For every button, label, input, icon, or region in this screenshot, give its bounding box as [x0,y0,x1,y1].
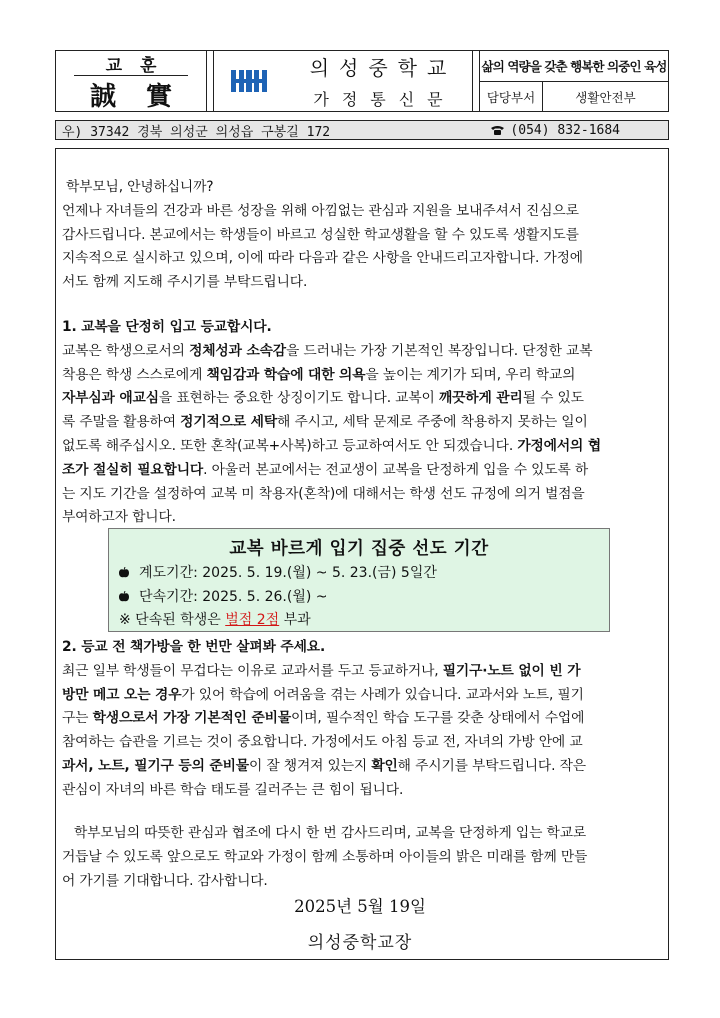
section-line: 자부심과 애교심을 표현하는 중요한 상징이기도 합니다. 교복이 깨끗하게 관리될 수 있도 [62,390,584,407]
section-line: 최근 일부 학생들이 무겁다는 이유로 교과서를 두고 등교하거나, 필기구·노트 없이 빈 가 [62,662,581,679]
principal-signature: 의성중학교장 [307,933,413,953]
section-line: 과서, 노트, 필기구 등의 준비물이 잘 챙겨져 있는지 확인해 주시기를 부탁드립니다. 작은 [62,757,586,774]
guidance-period: 계도기간: 2025. 5. 19.(월) ~ 5. 23.(금) 5일간 [119,562,437,582]
greeting: 학부모님, 안녕하십니까? [66,179,214,195]
header-divider [207,51,214,111]
slogan-block [480,51,668,111]
address-bar [55,120,669,140]
school-address: 우) 37342 경북 의성군 의성읍 구봉길 172 [62,124,331,140]
motto-block [56,51,207,111]
intro-line: 감사드립니다. 본교에서는 학생들이 바르고 성실한 학교생활을 할 수 있도록 생활지도를 [62,226,579,243]
section-line: 방만 메고 오는 경우가 있어 학습에 어려움을 겪는 사례가 있습니다. 교과서와 노트, 필기 [62,686,584,703]
penalty-points: 벌점 2점 [225,612,280,628]
newsletter-title: 가정통신문 [313,90,456,109]
penalty-note: ※ 단속된 학생은 벌점 2점 부과 [119,612,311,628]
section-line: 참여하는 습관을 기르는 것이 중요합니다. 가정에서도 아침 등교 전, 자녀의 가방 안에 교 [62,734,583,751]
school-slogan: 삶의 역량을 갖춘 행복한 의중인 육성 [480,51,668,82]
intro-paragraph [62,176,658,295]
closing-line: 학부모님의 따뜻한 관심과 협조에 다시 한 번 감사드리며, 교복을 단정하게 입는 학교로 [74,825,587,841]
intro-line: 서도 함께 지도해 주시기를 부탁드립니다. [62,274,308,291]
intro-line: 언제나 자녀들의 건강과 바른 성장을 위해 아낌없는 관심과 지원을 보내주셔서 진심으로 [62,202,579,219]
apple-bullet-icon [119,567,129,578]
enforcement-period: 단속기간: 2025. 5. 26.(월) ~ [119,586,328,606]
closing-line: 거듭날 수 있도록 앞으로도 학교와 가정이 함께 소통하며 아이들의 밝은 미래를 함께 만들 [62,848,588,865]
school-phone: (054) 832-1684 [510,122,620,138]
apple-bullet-icon [119,591,129,602]
section-line: 구는 학생으로서 가장 기본적인 준비물이며, 필수적인 학습 도구를 갖춘 상태에서 수업에 [62,710,585,727]
closing-paragraph [62,822,658,893]
section-heading: 1. 교복을 단정히 입고 등교합시다. [62,319,272,335]
section-heading: 2. 등교 전 책가방을 한 번만 살펴봐 주세요. [62,639,326,655]
school-logo-icon [214,68,284,94]
section-line: 관심이 자녀의 바른 학습 태도를 길러주는 큰 힘이 됩니다. [62,781,404,798]
section-line: 는 지도 기간을 설정하여 교복 미 착용자(혼착)에 대해서는 학생 선도 규정에 의거 벌점을 [62,485,585,502]
section-line: 없도록 해주십시오. 또한 혼착(교복+사복)하고 등교하여서도 안 되겠습니다. 가정에서의 협 [62,437,602,454]
header-divider [473,51,480,111]
section-line: 록 주말을 활용하여 정기적으로 세탁해 주시고, 세탁 문제로 주중에 착용하지 못하는 일이 [62,414,588,431]
section-uniform [62,316,658,530]
department-label: 담당부서 [480,82,543,111]
section-line: 착용은 학생 스스로에게 책임감과 학습에 대한 의욕을 높이는 계기가 되며, 우리 학교의 [62,366,576,383]
motto-value: 誠實 [89,82,202,112]
letterhead [55,50,669,112]
closing-line: 어 가기를 기대합니다. 감사합니다. [62,872,268,889]
section-backpack [62,636,658,803]
letter-date: 2025년 5월 19일 [294,897,426,916]
section-line: 부여하고자 합니다. [62,509,176,526]
intro-line: 지속적으로 실시하고 있으며, 이에 따라 다음과 같은 사항을 안내드리고자합니다. 가정에 [62,250,583,267]
school-block [214,51,473,111]
section-line: 조가 절실히 필요합니다. 아울러 본교에서는 전교생이 교복을 단정하게 입을 수 있도록 하 [62,461,589,478]
box-title: 교복 바르게 입기 집중 선도 기간 [229,539,489,559]
school-name: 의성중학교 [309,56,457,80]
uniform-enforcement-box [108,528,610,632]
motto-title: 교훈 [74,51,188,76]
telephone-icon [491,125,504,135]
section-line: 교복은 학생으로서의 정체성과 소속감을 드러내는 가장 기본적인 복장입니다. 단정한 교복 [62,342,593,359]
department-value: 생활안전부 [575,89,636,105]
